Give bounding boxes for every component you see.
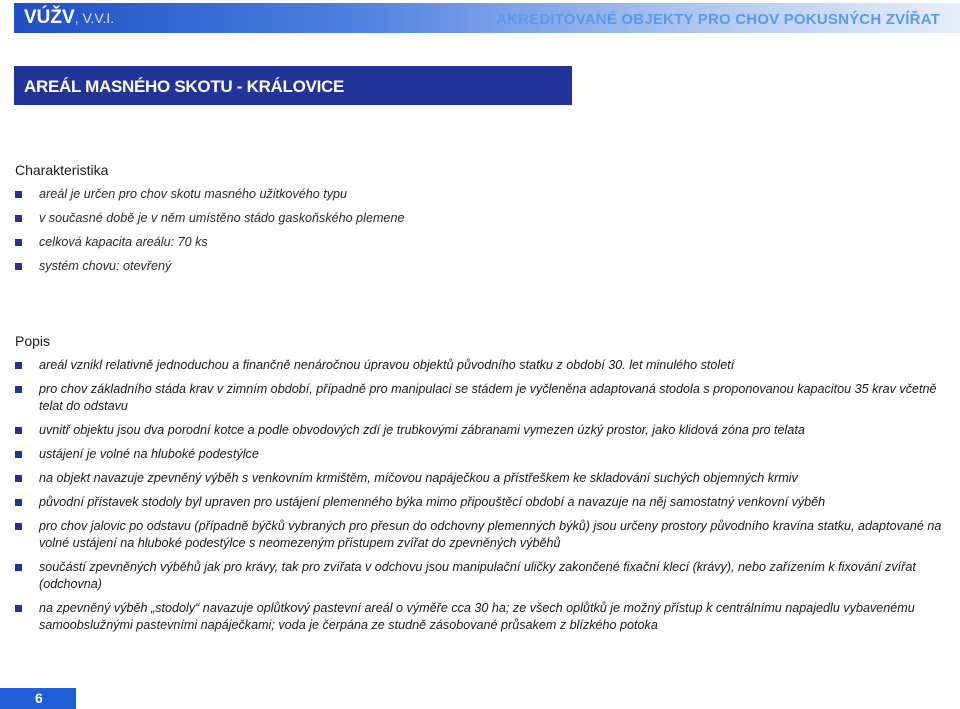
org-name: [24, 7, 114, 29]
bullet-square-icon: [15, 215, 22, 222]
description-list: [0, 357, 944, 641]
bullet-square-icon: [15, 263, 22, 270]
list-item-text: systém chovu: otevřený: [39, 259, 172, 273]
list-item: [0, 470, 944, 487]
bullet-square-icon: [15, 386, 22, 393]
bullet-square-icon: [15, 427, 22, 434]
bullet-square-icon: [15, 564, 22, 571]
description-heading: Popis: [15, 333, 51, 349]
bullet-square-icon: [15, 523, 22, 530]
list-item-text: celková kapacita areálu: 70 ks: [39, 235, 208, 249]
list-item: [0, 381, 944, 415]
list-item: [0, 258, 944, 275]
bullet-square-icon: [15, 362, 22, 369]
list-item-text: na zpevněný výběh „stodoly“ navazuje oplůtkový pastevní areál o výměře cca 30 ha; ze všech oplůtků je možný přístup k centrálnímu napajedlu vybavenému samoobslužnými pastevními napáječkami; voda je čerpána ze studně zásobované průsakem z blízkého potoka: [39, 601, 915, 632]
list-item: [0, 446, 944, 463]
list-item: [0, 600, 944, 634]
list-item: [0, 559, 944, 593]
list-item-text: areál vznikl relativně jednoduchou a finančně nenáročnou úpravou objektů původního statku z období 30. let minulého století: [39, 358, 735, 372]
list-item-text: v současné době je v něm umístěno stádo gaskoňského plemene: [39, 211, 405, 225]
slide-title: AREÁL MASNÉHO SKOTU - KRÁLOVICE: [24, 77, 345, 96]
list-item-text: ustájení je volné na hluboké podestýlce: [39, 447, 259, 461]
bullet-square-icon: [15, 239, 22, 246]
list-item: [0, 210, 944, 227]
characteristics-list: [0, 186, 944, 282]
slide-title-box: [14, 66, 572, 105]
list-item: [0, 422, 944, 439]
bullet-square-icon: [15, 475, 22, 482]
list-item-text: součástí zpevněných výběhů jak pro krávy, tak pro zvířata v odchovu jsou manipulační uličky zakončené fixační klecí (krávy), nebo zařízením k fixování zvířat (odchovna): [39, 560, 916, 591]
list-item-text: pro chov základního stáda krav v zimním období, případně pro manipulaci se stádem je vyčleněna adaptovaná stodola s proponovanou kapacitou 35 krav včetně telat do odstavu: [39, 382, 937, 413]
bullet-square-icon: [15, 451, 22, 458]
header-bar: [14, 3, 960, 33]
page-number: 6: [35, 690, 43, 706]
list-item: [0, 357, 944, 374]
header-title: AKREDITOVANÉ OBJEKTY PRO CHOV POKUSNÝCH ZVÍŘAT: [496, 11, 940, 28]
org-name-main: VÚŽV: [24, 7, 75, 28]
list-item-text: areál je určen pro chov skotu masného užitkového typu: [39, 187, 348, 201]
list-item-text: uvnitř objektu jsou dva porodní kotce a podle obvodových zdí je trubkovými zábranami vymezen úzký prostor, jako klidová zóna pro telata: [39, 423, 805, 437]
list-item-text: původní přístavek stodoly byl upraven pro ustájení plemenného býka mimo připouštěcí období a navazuje na něj samostatný venkovní výběh: [39, 495, 826, 509]
list-item: [0, 234, 944, 251]
list-item-text: na objekt navazuje zpevněný výběh s venkovním krmištěm, míčovou napáječkou a přístřeškem ke skladování suchých objemných krmiv: [39, 471, 798, 485]
bullet-square-icon: [15, 191, 22, 198]
list-item: [0, 494, 944, 511]
characteristics-heading: Charakteristika: [15, 162, 109, 178]
list-item: [0, 518, 944, 552]
list-item-text: pro chov jalovic po odstavu (případně býčků vybraných pro přesun do odchovny plemenných býků) jsou určeny prostory původního kravína statku, adaptované na volné ustájení na hluboké podestýlce s neomezeným přístupem zvířat do zpevněných výběhů: [39, 519, 942, 550]
org-name-suffix: , V.V.I.: [74, 10, 115, 26]
bullet-square-icon: [15, 605, 22, 612]
list-item: [0, 186, 944, 203]
page-number-box: [0, 688, 76, 709]
bullet-square-icon: [15, 499, 22, 506]
